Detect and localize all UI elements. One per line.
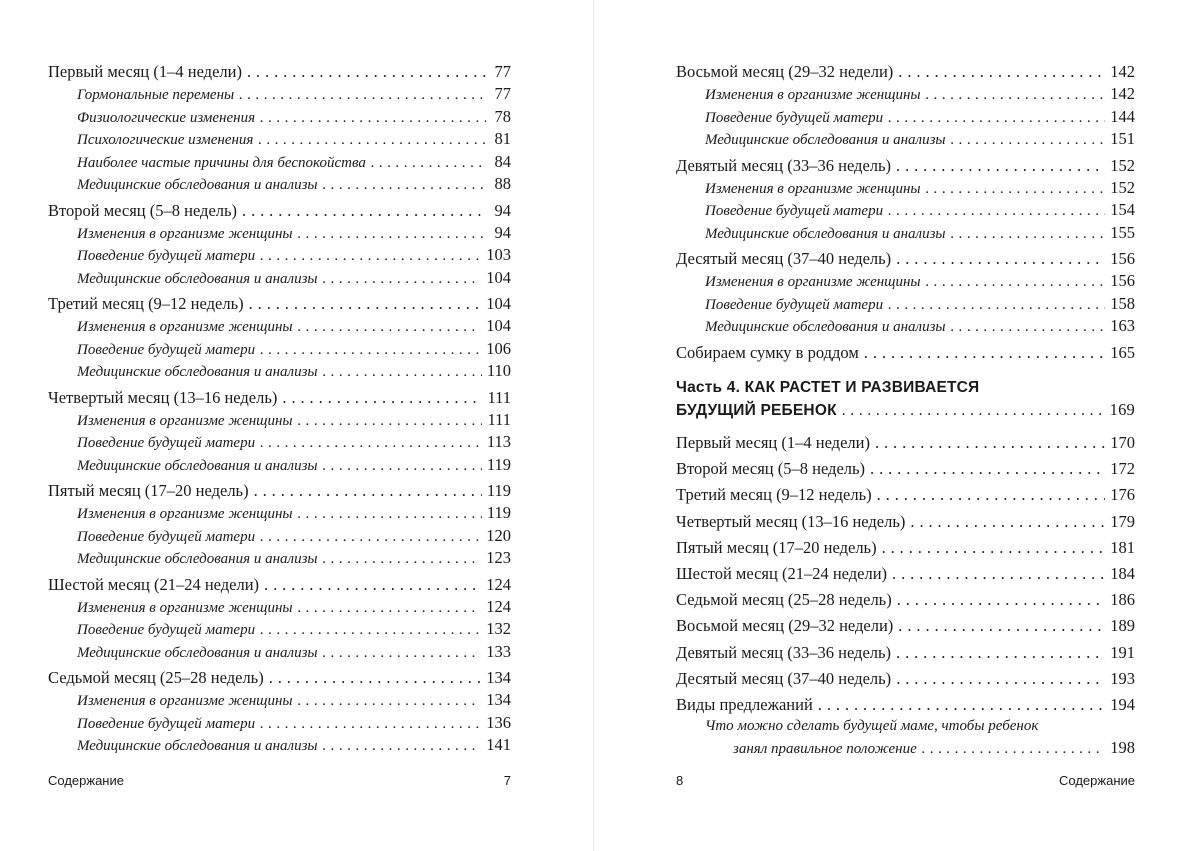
entry-title: Первый месяц (1–4 недели) (48, 62, 242, 81)
sub-entry-title: Поведение будущей матери (705, 296, 884, 313)
dot-leader (260, 245, 481, 268)
page-ref: 154 (1110, 200, 1135, 219)
entry-title: Десятый месяц (37–40 недель) (676, 668, 892, 688)
dot-leader (323, 361, 482, 384)
dot-leader (888, 294, 1105, 317)
page-ref: 151 (1110, 129, 1135, 148)
toc-sub-entry[interactable] (48, 151, 511, 174)
sub-entry-title: Поведение будущей матери (705, 203, 884, 219)
sub-entry-title: Физиологические изменения (77, 109, 256, 126)
toc-sub-entry[interactable] (676, 177, 1135, 200)
dot-leader (875, 430, 1105, 456)
dot-leader (239, 84, 486, 107)
page-ref: 144 (1110, 106, 1135, 126)
sub-entry-title: Изменения в организме женщины (77, 412, 293, 429)
toc-entry[interactable] (676, 430, 1135, 456)
page-ref: 119 (486, 454, 511, 474)
dot-leader (877, 482, 1106, 508)
entry-title: Четвертый месяц (13–16 недель) (676, 511, 906, 531)
dot-leader (260, 339, 481, 362)
page-ref: 156 (1110, 249, 1135, 268)
toc-sub-entry[interactable] (48, 689, 511, 712)
toc-entry[interactable] (48, 479, 511, 502)
toc-right (676, 60, 1135, 364)
dot-leader (260, 619, 481, 642)
toc-sub-entry[interactable] (48, 222, 511, 245)
dot-leader (842, 400, 1105, 422)
sub-entry-title: Изменения в организме женщины (77, 506, 293, 522)
toc-sub-entry[interactable] (48, 106, 511, 129)
toc-entry[interactable] (676, 60, 1135, 83)
page-ref: 158 (1110, 293, 1135, 313)
dot-leader (888, 107, 1105, 130)
dot-leader (264, 573, 481, 596)
dot-leader (323, 455, 482, 478)
page-ref: 119 (486, 481, 511, 500)
toc-sub-entry[interactable] (676, 270, 1135, 293)
page-ref: 104 (486, 267, 511, 287)
dot-leader (298, 223, 486, 246)
entry-title: Шестой месяц (21–24 недели) (48, 574, 260, 594)
entry-title: Шестой месяц (21–24 недели) (676, 563, 888, 583)
dot-leader (896, 247, 1105, 270)
part-title-line1: Часть 4. КАК РАСТЕТ И РАЗВИВАЕТСЯ (676, 379, 980, 396)
dot-leader (882, 535, 1106, 561)
page-ref: 194 (1110, 694, 1135, 714)
page-ref: 169 (1109, 400, 1135, 419)
toc-entry[interactable] (48, 386, 511, 409)
sub-entry-title: Изменения в организме женщины (77, 225, 293, 242)
toc-entry-part[interactable] (676, 399, 1135, 421)
dot-leader (260, 713, 481, 736)
dot-leader (898, 613, 1105, 639)
entry-title: Седьмой месяц (25–28 недель) (48, 668, 264, 687)
toc-sub-entry[interactable] (48, 618, 511, 641)
sub-entry-title: Медицинские обследования и анализы (77, 644, 318, 661)
entry-title: Седьмой месяц (25–28 недель) (676, 590, 892, 610)
dot-leader (896, 666, 1105, 692)
entry-title: Второй месяц (5–8 недель) (48, 200, 238, 220)
toc-entry[interactable] (676, 587, 1135, 613)
sub-entry-title: Медицинские обследования и анализы (705, 225, 946, 242)
page-ref: 111 (487, 409, 511, 429)
toc-sub-entry[interactable] (48, 409, 511, 432)
page-ref: 78 (494, 106, 511, 126)
entry-title: Девятый месяц (33–36 недель) (676, 155, 892, 175)
page-ref: 141 (486, 735, 511, 754)
sub-entry-title: Изменения в организме женщины (705, 180, 921, 197)
entry-title: Первый месяц (1–4 недели) (676, 433, 870, 452)
page-ref: 152 (1110, 155, 1135, 175)
sub-entry-title: Поведение будущей матери (77, 341, 256, 358)
toc-entry[interactable] (676, 613, 1135, 639)
page-ref: 170 (1110, 433, 1135, 452)
page-ref: 124 (486, 574, 511, 594)
toc-part-entries (676, 430, 1135, 718)
toc-entry[interactable] (48, 573, 511, 596)
page-ref: 113 (486, 432, 511, 451)
toc-sub-entry[interactable] (48, 547, 511, 570)
page-ref: 198 (1110, 738, 1135, 757)
page-ref: 104 (486, 294, 511, 313)
page-ref: 133 (486, 641, 511, 661)
toc-sub-entry[interactable] (48, 502, 511, 525)
toc-entry[interactable] (676, 509, 1135, 535)
sub-entry-title: Медицинские обследования и анализы (705, 132, 946, 148)
toc-entry[interactable] (48, 199, 511, 222)
dot-leader (298, 316, 482, 339)
page-ref: 189 (1110, 616, 1135, 636)
dot-leader (951, 316, 1106, 339)
page-ref: 110 (486, 361, 511, 380)
page-ref: 172 (1110, 459, 1135, 479)
dot-leader (323, 268, 482, 291)
left-page (48, 0, 511, 851)
page-ref: 94 (494, 222, 511, 242)
toc-sub-entry[interactable] (48, 431, 511, 454)
dot-leader (254, 479, 482, 502)
page-ref: 123 (486, 548, 511, 567)
toc-sub-entry[interactable] (676, 128, 1135, 151)
toc-sub-entry[interactable] (48, 128, 511, 151)
toc-sub-entry[interactable] (676, 315, 1135, 338)
entry-title: Собираем сумку в роддом (676, 342, 859, 362)
page-ref: 77 (494, 62, 511, 81)
sub-title-line2: занял правильное положение (733, 741, 917, 757)
part-heading (676, 377, 1135, 421)
dot-leader (951, 223, 1106, 246)
dot-leader (298, 690, 482, 713)
page-ref: 84 (494, 151, 511, 171)
toc-entry-last-sub[interactable] (676, 715, 1135, 760)
toc-entry[interactable] (48, 666, 511, 689)
toc-sub-entry[interactable] (48, 360, 511, 383)
page-ref: 176 (1110, 485, 1135, 505)
toc-entry[interactable] (676, 535, 1135, 561)
dot-leader (892, 561, 1105, 587)
dot-leader (926, 271, 1106, 294)
page-ref: 179 (1110, 511, 1135, 531)
page-ref: 106 (486, 338, 511, 358)
page-number-left: 7 (503, 773, 511, 788)
entry-title: Виды предлежаний (676, 694, 813, 714)
sub-entry-title: Медицинские обследования и анализы (77, 457, 318, 474)
dot-leader (888, 200, 1105, 223)
toc-sub-entry[interactable] (48, 83, 511, 106)
sub-entry-title: Поведение будущей матери (77, 248, 256, 264)
page-ref: 81 (494, 129, 511, 148)
dot-leader (896, 154, 1105, 177)
sub-entry-title: Изменения в организме женщины (77, 599, 293, 616)
page-ref: 152 (1110, 177, 1135, 197)
toc-sub-entry[interactable] (48, 338, 511, 361)
toc-left (48, 60, 511, 757)
running-head-left: Содержание (48, 773, 124, 788)
dot-leader (298, 410, 483, 433)
page-ref: 163 (1110, 316, 1135, 335)
page-ref: 104 (486, 316, 511, 335)
sub-entry-title: Поведение будущей матери (77, 435, 256, 451)
dot-leader (247, 60, 486, 83)
dot-leader (260, 526, 481, 549)
toc-sub-entry[interactable] (676, 222, 1135, 245)
page-ref: 165 (1110, 342, 1135, 362)
toc-entry[interactable] (676, 456, 1135, 482)
entry-title: Третий месяц (9–12 недель) (676, 485, 872, 505)
sub-entry-title: Изменения в организме женщины (705, 87, 921, 103)
page-ref: 120 (486, 525, 511, 545)
dot-leader (260, 107, 486, 130)
page-ref: 136 (486, 712, 511, 732)
dot-leader (922, 738, 1105, 761)
sub-entry-title: Гормональные перемены (77, 87, 235, 103)
dot-leader (298, 597, 482, 620)
page-ref: 124 (486, 596, 511, 616)
toc-sub-entry[interactable] (48, 596, 511, 619)
entry-title: Третий месяц (9–12 недель) (48, 294, 244, 313)
page-ref: 156 (1110, 271, 1135, 290)
page-ref: 77 (494, 84, 511, 103)
toc-sub-entry[interactable] (48, 641, 511, 664)
toc-sub-entry[interactable] (48, 712, 511, 735)
dot-leader (249, 292, 482, 315)
page-ref: 186 (1110, 590, 1135, 610)
entry-title: Десятый месяц (37–40 недель) (676, 249, 892, 268)
sub-entry-title: Поведение будущей матери (705, 109, 884, 126)
dot-leader (323, 735, 482, 758)
sub-entry-title: Изменения в организме женщины (77, 693, 293, 709)
right-page (676, 0, 1135, 851)
dot-leader (951, 129, 1106, 152)
toc-entry[interactable] (676, 640, 1135, 666)
entry-title: Пятый месяц (17–20 недель) (676, 537, 877, 557)
toc-sub-entry[interactable] (676, 293, 1135, 316)
page-ref: 142 (1110, 84, 1135, 103)
toc-sub-entry[interactable] (48, 454, 511, 477)
sub-entry-title: Медицинские обследования и анализы (77, 270, 318, 287)
toc-sub-entry[interactable] (48, 525, 511, 548)
dot-leader (870, 456, 1105, 482)
dot-leader (269, 666, 482, 689)
toc-sub-entry[interactable] (48, 244, 511, 267)
page-number-right: 8 (676, 773, 684, 788)
sub-entry-title: Медицинские обследования и анализы (77, 177, 318, 193)
page-gutter (593, 0, 594, 851)
toc-entry[interactable] (676, 482, 1135, 508)
toc-sub-entry[interactable] (48, 173, 511, 196)
page-ref: 191 (1110, 642, 1135, 662)
page-ref: 193 (1110, 668, 1135, 688)
entry-title: Четвертый месяц (13–16 недель) (48, 387, 278, 407)
entry-title: Пятый месяц (17–20 недель) (48, 481, 249, 500)
sub-title-line1: Что можно сделать будущей маме, чтобы ребенок (705, 718, 1039, 734)
sub-entry-title: Изменения в организме женщины (77, 319, 293, 335)
sub-entry-title: Медицинские обследования и анализы (77, 738, 318, 754)
entry-title: Восьмой месяц (29–32 недели) (676, 62, 894, 81)
dot-leader (926, 178, 1106, 201)
dot-leader (926, 84, 1106, 107)
toc-sub-entry[interactable] (48, 267, 511, 290)
toc-entry[interactable] (48, 60, 511, 83)
dot-leader (242, 199, 486, 222)
toc-entry[interactable] (676, 247, 1135, 270)
dot-leader (896, 640, 1105, 666)
entry-title: Девятый месяц (33–36 недель) (676, 642, 892, 662)
dot-leader (910, 509, 1105, 535)
toc-sub-entry[interactable] (48, 734, 511, 757)
page-ref: 132 (486, 619, 511, 638)
toc-entry[interactable] (48, 292, 511, 315)
running-head-right: Содержание (1059, 773, 1135, 788)
dot-leader (864, 341, 1105, 364)
page-ref: 88 (494, 174, 511, 193)
page-ref: 155 (1110, 222, 1135, 242)
page-ref: 134 (486, 668, 511, 687)
page-ref: 94 (494, 200, 511, 220)
toc-sub-entry[interactable] (676, 199, 1135, 222)
page-ref: 103 (486, 245, 511, 264)
page-ref: 134 (486, 690, 511, 709)
sub-entry-title: Наиболее частые причины для беспокойства (77, 154, 366, 171)
toc-entry[interactable] (676, 341, 1135, 364)
toc-entry[interactable] (676, 666, 1135, 692)
entry-title: Восьмой месяц (29–32 недели) (676, 616, 894, 636)
sub-entry-title: Психологические изменения (77, 132, 254, 148)
page-ref: 184 (1110, 563, 1135, 583)
page-ref: 111 (487, 387, 511, 407)
page-ref: 181 (1110, 537, 1135, 557)
dot-leader (282, 386, 482, 409)
dot-leader (323, 642, 482, 665)
dot-leader (323, 174, 486, 197)
toc-sub-entry[interactable] (676, 106, 1135, 129)
sub-entry-title: Медицинские обследования и анализы (705, 319, 946, 335)
page-ref: 142 (1110, 62, 1135, 81)
part-title-line2: БУДУЩИЙ РЕБЕНОК (676, 402, 837, 419)
dot-leader (258, 129, 486, 152)
sub-entry-title: Медицинские обследования и анализы (77, 364, 318, 380)
dot-leader (260, 432, 482, 455)
sub-entry-title: Медицинские обследования и анализы (77, 551, 318, 567)
page-ref: 119 (486, 503, 511, 522)
dot-leader (371, 152, 486, 175)
toc-entry[interactable] (676, 561, 1135, 587)
dot-leader (323, 548, 482, 571)
toc-entry[interactable] (676, 154, 1135, 177)
sub-entry-title: Поведение будущей матери (77, 715, 256, 732)
toc-sub-entry[interactable] (676, 83, 1135, 106)
dot-leader (897, 587, 1106, 613)
sub-entry-title: Изменения в организме женщины (705, 274, 921, 290)
dot-leader (898, 60, 1105, 83)
toc-sub-entry[interactable] (48, 315, 511, 338)
entry-title: Второй месяц (5–8 недель) (676, 459, 866, 479)
dot-leader (298, 503, 482, 526)
sub-entry-title: Поведение будущей матери (77, 528, 256, 545)
sub-entry-title: Поведение будущей матери (77, 622, 256, 638)
